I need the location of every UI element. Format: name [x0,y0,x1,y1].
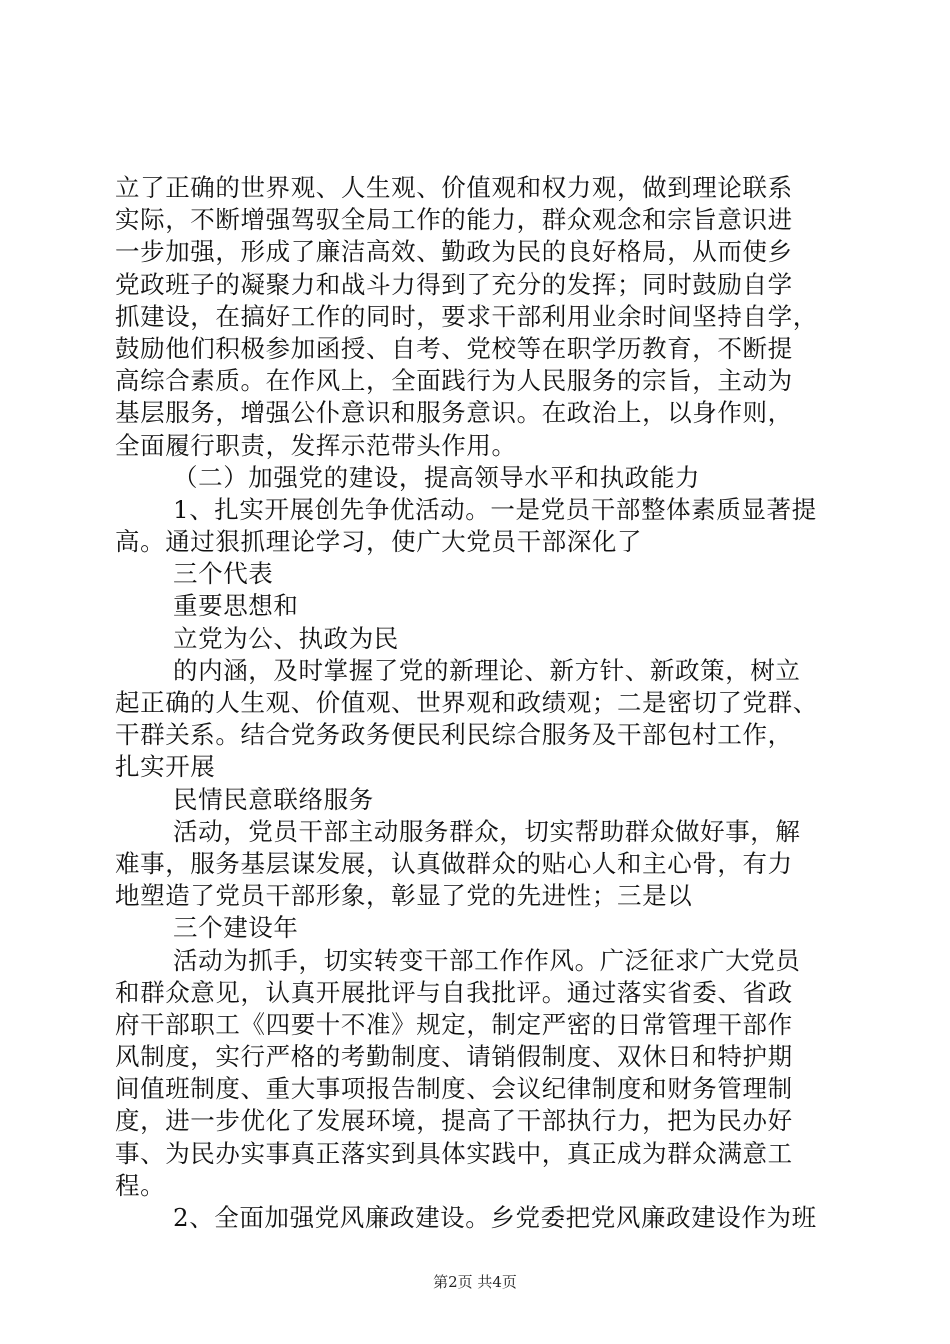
text-line: 活动为抓手，切实转变干部工作作风。广泛征求广大党员 [173,945,801,975]
text-line: 难事，服务基层谋发展，认真做群众的贴心人和主心骨，有力 [115,848,793,878]
text-line: 干群关系。结合党务政务便民利民综合服务及干部包村工作， [115,720,793,750]
text-line: 间值班制度、重大事项报告制度、会议纪律制度和财务管理制 [115,1074,793,1104]
text-line: 1、扎实开展创先争优活动。一是党员干部整体素质显著提 [173,494,817,524]
text-line: 事、为民办实事真正落实到具体实践中，真正成为群众满意工 [115,1138,793,1168]
text-line: 2、全面加强党风廉政建设。乡党委把党风廉政建设作为班 [173,1203,817,1232]
text-line: 度，进一步优化了发展环境，提高了干部执行力，把为民办好 [115,1106,793,1136]
text-line: 鼓励他们积极参加函授、自考、党校等在职学历教育，不断提 [115,333,793,363]
text-line: （二）加强党的建设，提高领导水平和执政能力 [173,462,701,492]
text-line: 高综合素质。在作风上，全面践行为人民服务的宗旨，主动为 [115,366,793,396]
text-line: 抓建设，在搞好工作的同时，要求干部利用业余时间坚持自学， [115,301,818,331]
text-line: 基层服务，增强公仆意识和服务意识。在政治上，以身作则， [115,398,793,428]
text-line: 扎实开展 [115,752,216,782]
text-line: 全面履行职责，发挥示范带头作用。 [115,430,517,460]
text-line: 民情民意联络服务 [173,784,374,814]
text-line: 起正确的人生观、价值观、世界观和政绩观；二是密切了党群、 [115,688,818,717]
text-line: 实际，不断增强驾驭全局工作的能力，群众观念和宗旨意识进 [115,205,793,235]
text-line: 府干部职工《四要十不准》规定，制定严密的日常管理干部作 [115,1009,793,1039]
document-body [115,172,860,1234]
text-line: 的内涵，及时掌握了党的新理论、新方针、新政策，树立 [173,655,801,685]
text-line: 高。通过狠抓理论学习，使广大党员干部深化了 [115,527,643,557]
text-line: 重要思想和 [173,591,299,621]
text-line: 和群众意见，认真开展批评与自我批评。通过落实省委、省政 [115,977,793,1007]
page-footer: 第2页 共4页 [433,1273,517,1291]
text-line: 党政班子的凝聚力和战斗力得到了充分的发挥；同时鼓励自学 [115,269,793,299]
text-line: 地塑造了党员干部形象，彰显了党的先进性；三是以 [115,881,693,911]
text-line: 程。 [115,1170,166,1200]
text-line: 三个代表 [173,559,274,589]
text-line: 一步加强，形成了廉洁高效、勤政为民的良好格局，从而使乡 [115,237,793,267]
text-line: 立党为公、执政为民 [173,623,399,653]
text-line: 风制度，实行严格的考勤制度、请销假制度、双休日和特护期 [115,1042,793,1072]
text-line: 立了正确的世界观、人生观、价值观和权力观，做到理论联系 [115,173,793,202]
text-line: 三个建设年 [173,913,299,943]
text-line: 活动，党员干部主动服务群众，切实帮助群众做好事，解 [173,816,801,846]
